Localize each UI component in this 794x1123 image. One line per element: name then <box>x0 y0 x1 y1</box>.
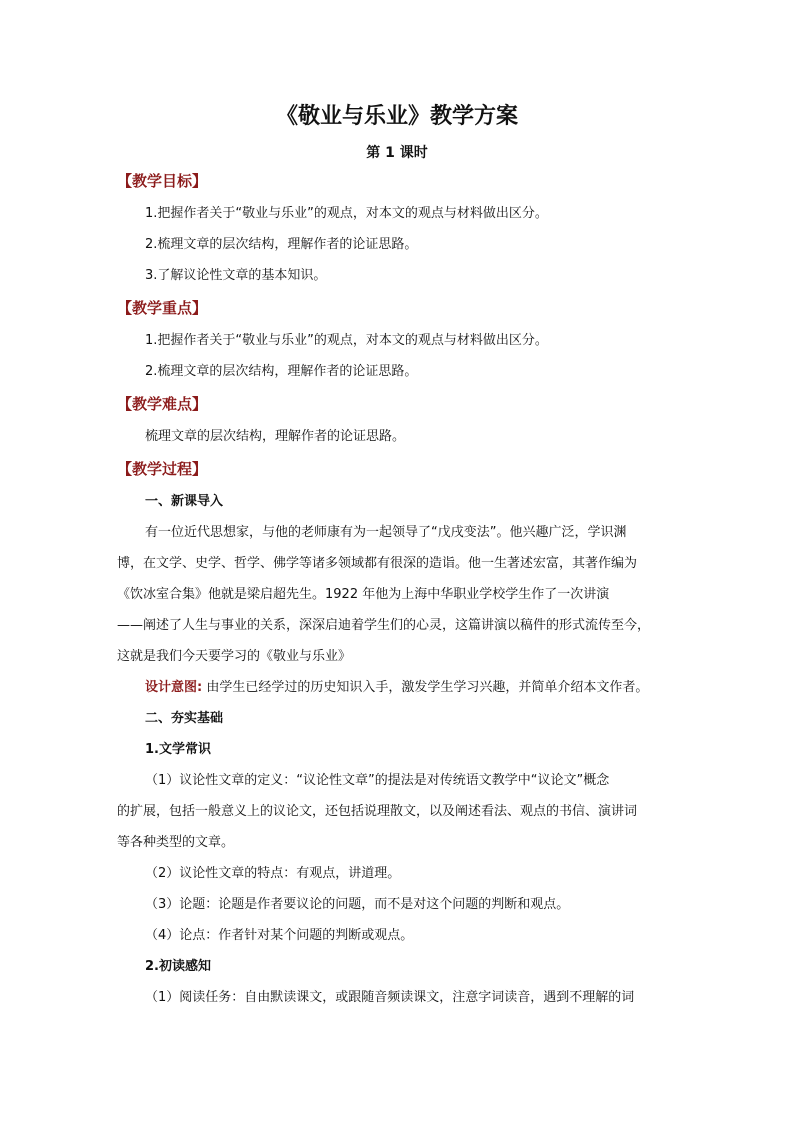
intro-line-3: 《饮冰室合集》他就是梁启超先生。1922 年他为上海中华职业学校学生作了一次讲演 <box>117 587 610 602</box>
lesson-number: 第 1 课时 <box>366 145 428 161</box>
definition-paragraph <box>117 765 677 858</box>
reading-task-line-1: （1）阅读任务：自由默读课文，或跟随音频读课文，注意字词读音，遇到不理解的词 <box>145 990 635 1005</box>
intro-line-5: 这就是我们今天要学习的《敬业与乐业》 <box>117 649 352 664</box>
literary-knowledge-title: 1.文学常识 <box>145 742 211 757</box>
document-content <box>117 100 677 1013</box>
design-intent <box>117 672 677 703</box>
features-item: （2）议论性文章的特点：有观点，讲道理。 <box>145 866 401 881</box>
difficulty-text: 梳理文章的层次结构，理解作者的论证思路。 <box>145 429 406 444</box>
difficulties-heading: 【教学难点】 <box>117 395 208 413</box>
part2-title: 二、夯实基础 <box>145 711 224 726</box>
objectives-heading: 【教学目标】 <box>117 172 208 190</box>
process-heading: 【教学过程】 <box>117 460 208 478</box>
argument-item: （4）论点：作者针对某个问题的判断或观点。 <box>145 928 414 943</box>
keypoints-heading: 【教学重点】 <box>117 299 208 317</box>
objective-item-1: 1.把握作者关于“敬业与乐业”的观点，对本文的观点与材料做出区分。 <box>145 206 548 221</box>
part1-title: 一、新课导入 <box>145 494 224 509</box>
objective-item-3: 3.了解议论性文章的基本知识。 <box>145 268 327 283</box>
design-intent-label: 设计意图: <box>145 680 203 695</box>
first-reading-title: 2.初读感知 <box>145 959 211 974</box>
intro-line-4: ——阐述了人生与事业的关系，深深启迪着学生们的心灵，这篇讲演以稿件的形式流传至今， <box>117 618 651 633</box>
definition-line-1: （1）议论性文章的定义：“议论性文章”的提法是对传统语文教学中“议论文”概念 <box>145 773 610 788</box>
definition-line-2: 的扩展，包括一般意义上的议论文，还包括说理散文，以及阐述看法、观点的书信、演讲词 <box>117 804 638 819</box>
intro-line-2: 博，在文学、史学、哲学、佛学等诸多领域都有很深的造诣。他一生著述宏富，其著作编为 <box>117 556 638 571</box>
design-intent-text: 由学生已经学过的历史知识入手，激发学生学习兴趣，并简单介绍本文作者。 <box>202 680 649 695</box>
keypoint-item-1: 1.把握作者关于“敬业与乐业”的观点，对本文的观点与材料做出区分。 <box>145 333 548 348</box>
objective-item-2: 2.梳理文章的层次结构，理解作者的论证思路。 <box>145 237 418 252</box>
keypoint-item-2: 2.梳理文章的层次结构，理解作者的论证思路。 <box>145 364 418 379</box>
document-title: 《敬业与乐业》教学方案 <box>275 104 518 129</box>
definition-line-3: 等各种类型的文章。 <box>117 835 235 850</box>
topic-item: （3）论题：论题是作者要议论的问题，而不是对这个问题的判断和观点。 <box>145 897 570 912</box>
intro-line-1: 有一位近代思想家，与他的老师康有为一起领导了“戊戌变法”。他兴趣广泛，学识渊 <box>145 525 627 540</box>
intro-paragraph <box>117 517 677 672</box>
